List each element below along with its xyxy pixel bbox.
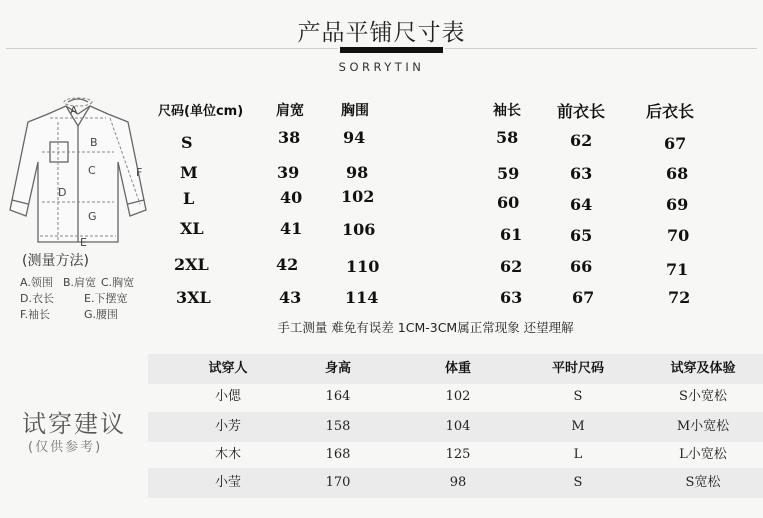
tryon-cell: L小宽松: [679, 447, 727, 462]
size-cell: 43: [279, 288, 302, 307]
tryon-col-header: 体重: [444, 361, 471, 376]
header-divider-left: [6, 48, 338, 49]
size-cell: 38: [278, 128, 301, 147]
table-row: [148, 440, 763, 470]
tryon-cell: 小芳: [214, 419, 241, 434]
figure-letter: B: [90, 136, 98, 149]
header-divider-right: [445, 48, 757, 49]
size-col-header: 肩宽: [276, 103, 304, 119]
size-cell: 66: [570, 257, 593, 276]
tryon-col-header: 身高: [324, 361, 351, 376]
tryon-cell: 158: [325, 419, 351, 434]
size-cell: 102: [341, 187, 375, 206]
legend-item: B.肩宽: [63, 276, 97, 289]
size-col-header: 后衣长: [646, 102, 695, 121]
size-cell: 68: [666, 164, 689, 183]
size-cell: 59: [497, 164, 520, 183]
size-cell: 67: [664, 134, 687, 153]
tryon-cell: S宽松: [685, 475, 721, 490]
size-cell: 63: [500, 288, 523, 307]
size-cell: 39: [277, 163, 300, 182]
figure-letter: C: [88, 164, 96, 177]
size-cell: 42: [276, 255, 299, 274]
measurement-note: 手工测量 难免有误差 1CM-3CM属正常现象 还望理解: [277, 320, 574, 335]
tryon-cell: 小偲: [214, 389, 241, 404]
table-row: [148, 382, 763, 412]
size-cell: 58: [496, 128, 519, 147]
tryon-cell: L: [573, 447, 583, 462]
tryon-cell: S: [573, 475, 583, 490]
size-cell: 60: [497, 193, 520, 212]
tryon-cell: 木木: [214, 447, 241, 462]
legend-item: F.袖长: [20, 308, 51, 321]
size-cell: M: [180, 163, 198, 182]
tryon-cell: S小宽松: [679, 389, 727, 404]
size-cell: 106: [342, 220, 376, 239]
figure-letter: G: [88, 210, 97, 223]
tryon-subtitle: (仅供参考): [28, 440, 103, 455]
tryon-cell: 125: [445, 447, 471, 462]
size-cell: 69: [666, 195, 689, 214]
size-cell: 71: [666, 260, 689, 279]
legend-item: G.腰围: [84, 308, 119, 321]
figure-letter: F: [136, 166, 143, 179]
tryon-cell: 170: [325, 475, 351, 490]
tryon-col-header: 试穿人: [208, 361, 248, 376]
size-cell: 94: [343, 128, 366, 147]
brand-name: SORRYTIN: [338, 60, 425, 74]
size-cell: 64: [570, 195, 593, 214]
page-title: 产品平铺尺寸表: [297, 20, 466, 46]
size-cell: 67: [572, 288, 595, 307]
tryon-cell: 168: [325, 447, 351, 462]
size-col-header: 前衣长: [557, 102, 606, 121]
size-cell: XL: [180, 219, 204, 238]
tryon-cell: 164: [325, 389, 351, 404]
figure-letter: D: [58, 186, 67, 199]
size-cell: 61: [500, 225, 523, 244]
title-underline-bar: [340, 47, 443, 53]
size-cell: 62: [500, 257, 523, 276]
tryon-col-header: 平时尺码: [551, 361, 604, 376]
tryon-cell: M小宽松: [676, 419, 730, 434]
size-cell: S: [181, 133, 193, 152]
figure-letter: A: [70, 104, 78, 117]
size-cell: 110: [346, 257, 380, 276]
table-row: [148, 412, 763, 442]
size-cell: 65: [570, 226, 593, 245]
size-cell: 41: [280, 219, 303, 238]
tryon-cell: S: [573, 389, 583, 404]
shirt-measure-icon: [6, 92, 156, 252]
size-cell: 70: [667, 226, 690, 245]
tryon-cell: 98: [449, 475, 467, 490]
size-cell: 63: [570, 164, 593, 183]
legend-item: E.下摆宽: [84, 292, 128, 305]
size-col-header: 胸围: [341, 103, 369, 119]
size-cell: 3XL: [176, 288, 211, 307]
size-cell: 40: [280, 188, 303, 207]
tryon-header-row: [148, 354, 763, 384]
size-cell: 2XL: [174, 255, 209, 274]
tryon-cell: 小莹: [214, 475, 241, 490]
legend-item: A.领围: [20, 276, 53, 289]
size-cell: 62: [570, 131, 593, 150]
tryon-title: 试穿建议: [22, 410, 126, 438]
tryon-cell: 104: [445, 419, 471, 434]
tryon-cell: M: [571, 419, 585, 434]
size-cell: L: [183, 189, 195, 208]
legend-item: C.胸宽: [101, 276, 135, 289]
figure-letter: E: [80, 236, 87, 249]
size-cell: 98: [346, 163, 369, 182]
size-cell: 72: [668, 288, 691, 307]
measure-method-title: (测量方法): [22, 253, 89, 269]
size-col-header: 袖长: [493, 103, 521, 119]
size-col-header: 尺码(单位cm): [158, 104, 244, 119]
table-row: [148, 468, 763, 498]
legend-item: D.衣长: [20, 292, 54, 305]
size-cell: 114: [345, 288, 379, 307]
tryon-cell: 102: [445, 389, 471, 404]
tryon-col-header: 试穿及体验: [670, 361, 736, 376]
